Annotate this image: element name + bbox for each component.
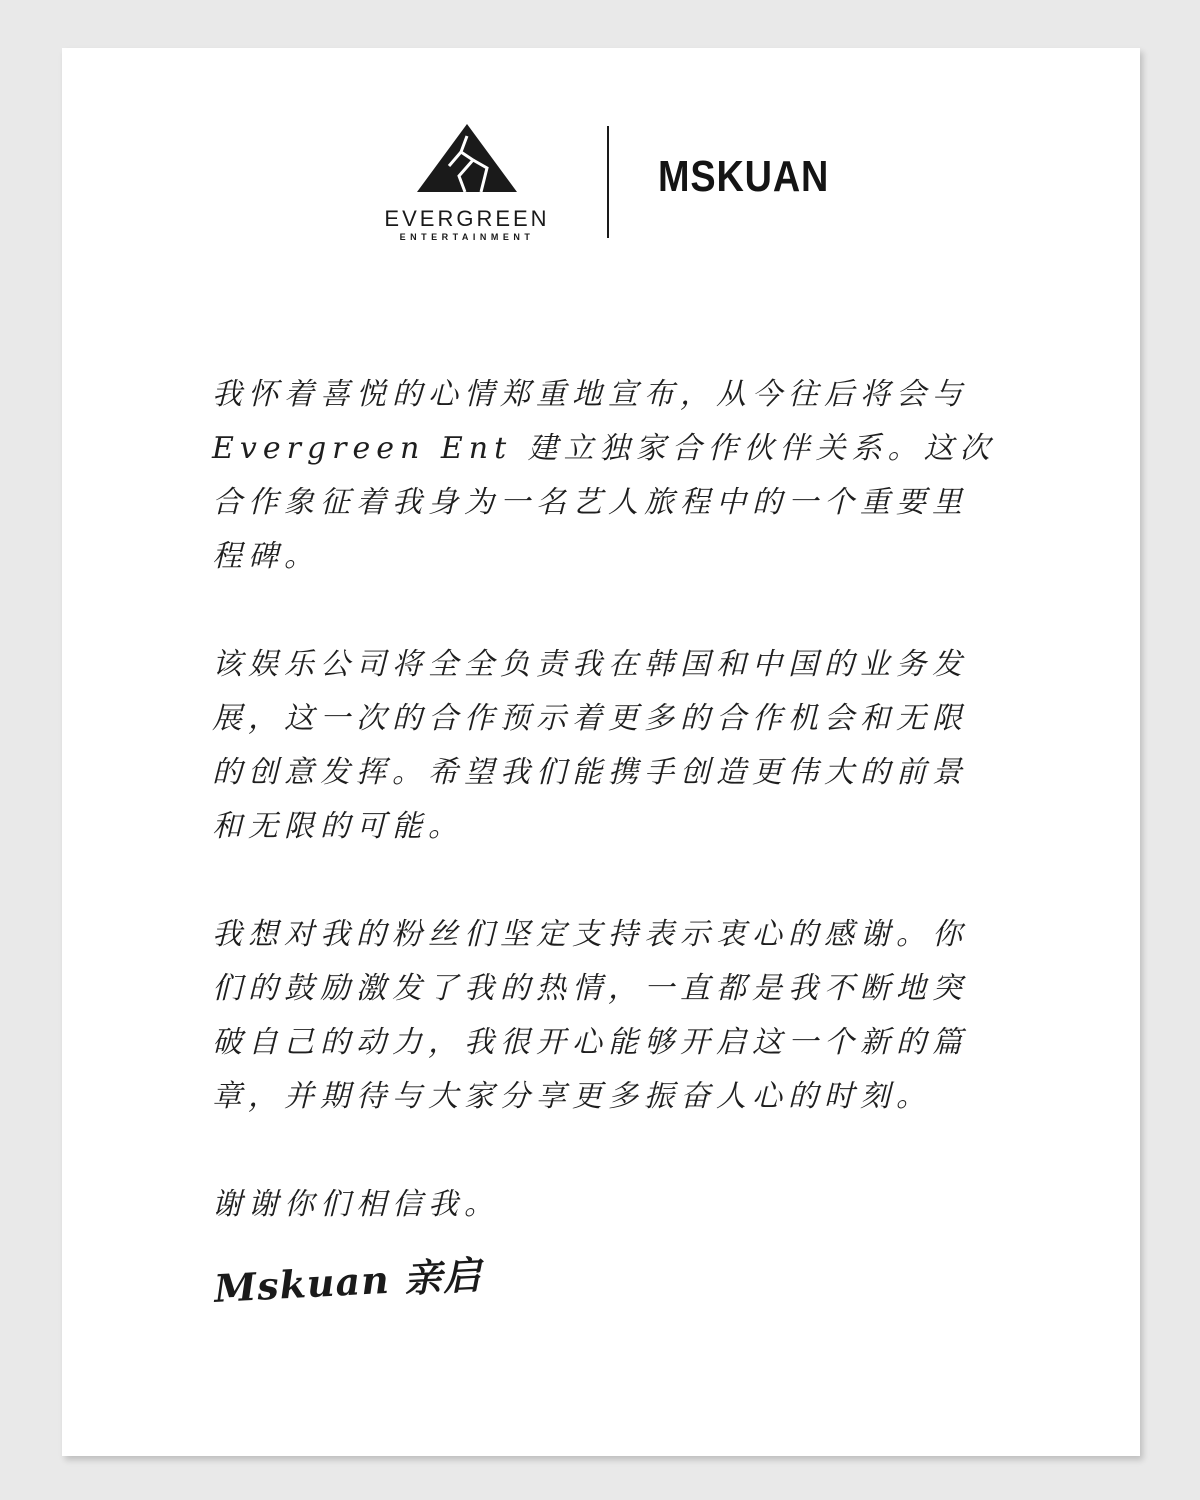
- evergreen-wordmark: EVERGREEN: [384, 206, 550, 231]
- paragraph-fans: 我想对我的粉丝们坚定支持表示衷心的感谢。你们的鼓励激发了我的热情，一直都是我不断地突破自己的动力，我很开心能够开启这一个新的篇章，并期待与大家分享更多振奋人心的时刻。: [212, 917, 968, 1114]
- letter-body: [212, 368, 1002, 1278]
- logo-divider: [607, 126, 609, 238]
- paragraph-announcement: 我怀着喜悦的心情郑重地宣布，从今往后将会与 Evergreen Ent 建立独家合作伙伴关系。这次合作象征着我身为一名艺人旅程中的一个重要里程碑。: [212, 377, 996, 574]
- paragraph-thanks: 谢谢你们相信我。: [212, 1187, 500, 1222]
- signature: Mskuan 亲启: [212, 1252, 483, 1311]
- letter-header: [62, 118, 1140, 298]
- mskuan-wordmark: MSKUAN: [658, 152, 830, 201]
- letter-paper: [62, 48, 1140, 1456]
- entertainment-wordmark: ENTERTAINMENT: [399, 232, 535, 242]
- paragraph-company: 该娱乐公司将全全负责我在韩国和中国的业务发展，这一次的合作预示着更多的合作机会和无限的创意发挥。希望我们能携手创造更伟大的前景和无限的可能。: [212, 647, 968, 844]
- evergreen-logo: [367, 118, 567, 248]
- mountain-logo-icon: [415, 122, 519, 194]
